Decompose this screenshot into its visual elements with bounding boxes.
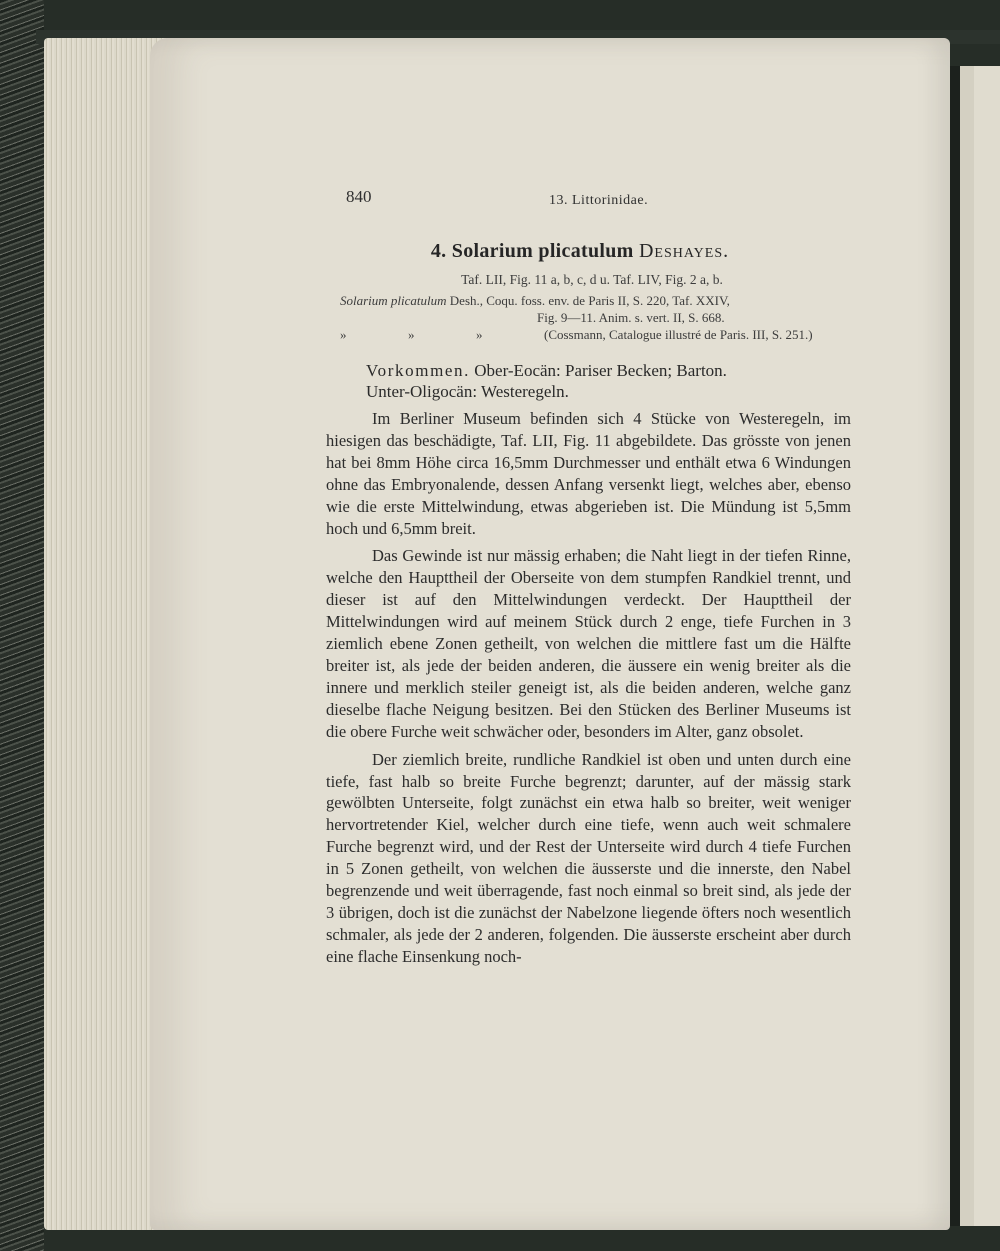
occurrence-lower-oligocene: Unter-Oligocän: Westeregeln. <box>366 382 569 401</box>
species-name: Solarium plicatulum <box>451 240 634 262</box>
synonym-reference: (Cossmann, Catalogue illustré de Paris. III, S. 251.) <box>544 327 813 342</box>
ditto-mark: » <box>476 327 483 342</box>
occurrence-label: Vorkommen. <box>366 361 470 380</box>
ditto-mark: » <box>408 327 415 342</box>
synonym-reference: Desh., Coqu. foss. env. de Paris II, S. 220, Taf. XXIV, <box>449 293 730 308</box>
occurrence-block <box>366 360 846 402</box>
page-header <box>346 187 846 213</box>
species-number: 4. <box>430 240 447 262</box>
body-text <box>326 408 851 974</box>
synonymy-line <box>340 326 860 343</box>
occurrence-upper-eocene: Ober-Eocän: Pariser Becken; Barton. <box>474 361 727 380</box>
paragraph: Im Berliner Museum befinden sich 4 Stücke von Westeregeln, im hiesigen das beschädigte, Taf. LII, Fig. 11 abgebildete. Das grösste von jenen hat bei 8mm Höhe circa 16,5mm Durchmesser und enthält etwa 6 Windungen ohne das Embryonalende, dessen Anfang versenkt liegt, welches aber, ebenso wie die erste Mittelwindung, etwas abgerieben ist. Die Mündung ist 5,5mm hoch und 6,5mm breit. <box>326 409 851 538</box>
page-number: 840 <box>346 187 372 206</box>
running-title: 13. Littorinidae. <box>549 193 649 208</box>
species-author: Deshayes. <box>638 240 730 262</box>
paragraph: Der ziemlich breite, rundliche Randkiel ist oben und unten durch eine tiefe, fast halb so breite Furche begrenzt; darunter, auf der mässig stark gewölbten Unterseite, folgt zunächst ein etwa halb so breiter, weit weniger hervortretender Kiel, welcher durch eine tiefe, wenn auch weit schmalere Furche begrenzt wird, und der Rest der Unterseite wird durch 4 tiefe Furchen in 5 Zonen getheilt, von welchen die äusserste und die innerste, den Nabel begrenzende und weit überragende, fast noch einmal so breit sind, als jede der 3 übrigen, doch ist die zunächst der Nabelzone liegende öfters noch wesentlich schmaler, als jede der 2 anderen, folgenden. Die äusserste erscheint aber durch eine flache Einsenkung noch- <box>326 749 851 966</box>
synonymy-line: Fig. 9—11. Anim. s. vert. II, S. 668. <box>537 310 725 325</box>
occurrence-line <box>366 360 846 381</box>
ditto-mark: » <box>340 327 347 342</box>
paragraph: Das Gewinde ist nur mässig erhaben; die Naht liegt in der tiefen Rinne, welche den Haupttheil der Oberseite von dem stumpfen Randkiel trennt, und dieser ist auf den Mittelwindungen verdeckt. Der Haupttheil der Mittelwindungen wird auf meinem Stück durch 2 enge, tiefe Furchen in 3 ziemlich ebene Zonen getheilt, von welchen die mittlere fast um die Hälfte breiter ist, als jede der beiden anderen, die äussere ein wenig breiter als die innere und merklich steiler geneigt ist, als die beiden anderen, welche ganz dieselbe flache Neigung besitzen. Bei den Stücken des Berliner Museums ist die obere Furche weit schwächer oder, besonders im Alter, ganz obsolet. <box>326 546 851 741</box>
synonym-name: Solarium plicatulum <box>340 293 447 308</box>
species-heading <box>330 240 830 263</box>
plate-references: Taf. LII, Fig. 11 a, b, c, d u. Taf. LIV, Fig. 2 a, b. <box>461 272 723 287</box>
synonymy-block <box>340 292 860 343</box>
facing-page-edge <box>950 66 1000 1226</box>
book-cover-left <box>0 0 44 1251</box>
synonymy-line <box>340 292 860 309</box>
